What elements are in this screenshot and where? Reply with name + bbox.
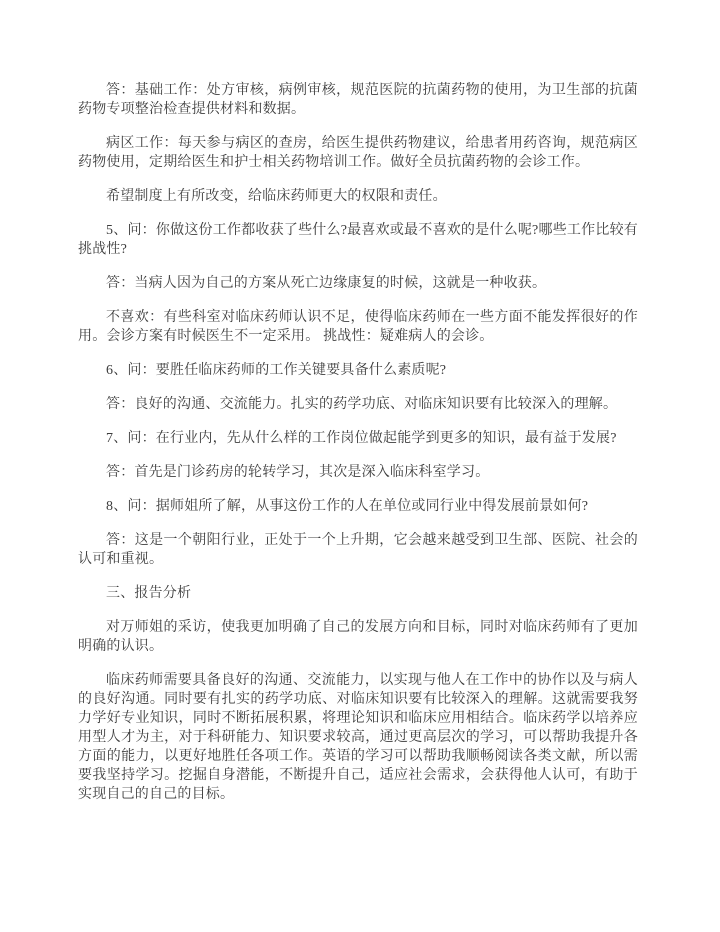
- paragraph-answer-ward-work: 病区工作：每天参与病区的查房，给医生提供药物建议，给患者用药咨询，规范病区药物使用，定期给医生和护士相关药物培训工作。做好全员抗菌药物的会诊工作。: [78, 136, 638, 170]
- paragraph-answer-5-gain: 答：当病人因为自己的方案从死亡边缘康复的时候，这就是一种收获。: [106, 276, 547, 291]
- paragraph-answer-5-dislike-challenge: 不喜欢：有些科室对临床药师认识不足，使得临床药师在一些方面不能发挥很好的作用。会诊方案有时候医生不一定采用。 挑战性：疑难病人的会诊。: [78, 310, 638, 344]
- paragraph-answer-7: 答：首先是门诊药房的轮转学习，其次是深入临床科室学习。: [106, 465, 490, 480]
- paragraph-question-8: 8、问：据师姐所了解，从事这份工作的人在单位或同行业中得发展前景如何?: [106, 499, 589, 514]
- paragraph-analysis-body: 临床药师需要具备良好的沟通、交流能力，以实现与他人在工作中的协作以及与病人的良好沟通。同时要有扎实的药学功底、对临床知识要有比较深入的理解。这就需要我努力学好专业知识，同时不断拓展积累，将理论知识和临床应用相结合。临床药学以培养应用型人才为主，对于科研能力、知识要求较高，通过更高层次的学习，可以帮助我提升各方面的能力，以更好地胜任各项工作。英语的学习可以帮助我顺畅阅读各类文献，所以需要我坚持学习。挖掘自身潜能，不断提升自己，适应社会需求，会获得他人认可，有助于实现自己的自己的目标。: [78, 673, 638, 802]
- paragraph-answer-6: 答：良好的沟通、交流能力。扎实的药学功底、对临床知识要有比较深入的理解。: [106, 397, 618, 412]
- paragraph-analysis-intro: 对万师姐的采访，使我更加明确了自己的发展方向和目标，同时对临床药师有了更加明确的认识。: [78, 620, 638, 654]
- paragraph-question-5: 5、问：你做这份工作都收获了些什么?最喜欢或最不喜欢的是什么呢?哪些工作比较有挑战性?: [78, 223, 638, 257]
- paragraph-answer-8: 答：这是一个朝阳行业，正处于一个上升期，它会越来越受到卫生部、医院、社会的认可和重视。: [78, 533, 638, 567]
- paragraph-question-7: 7、问：在行业内，先从什么样的工作岗位做起能学到更多的知识，最有益于发展?: [106, 431, 617, 446]
- paragraph-question-6: 6、问：要胜任临床药师的工作关键要具备什么素质呢?: [106, 363, 447, 378]
- paragraph-answer-hope: 希望制度上有所改变，给临床药师更大的权限和责任。: [106, 189, 447, 204]
- paragraph-answer-basic-work: 答：基础工作：处方审核，病例审核，规范医院的抗菌药物的使用，为卫生部的抗菌药物专项整治检查提供材料和数据。: [78, 83, 638, 117]
- section-heading-report-analysis: 三、报告分析: [106, 586, 192, 601]
